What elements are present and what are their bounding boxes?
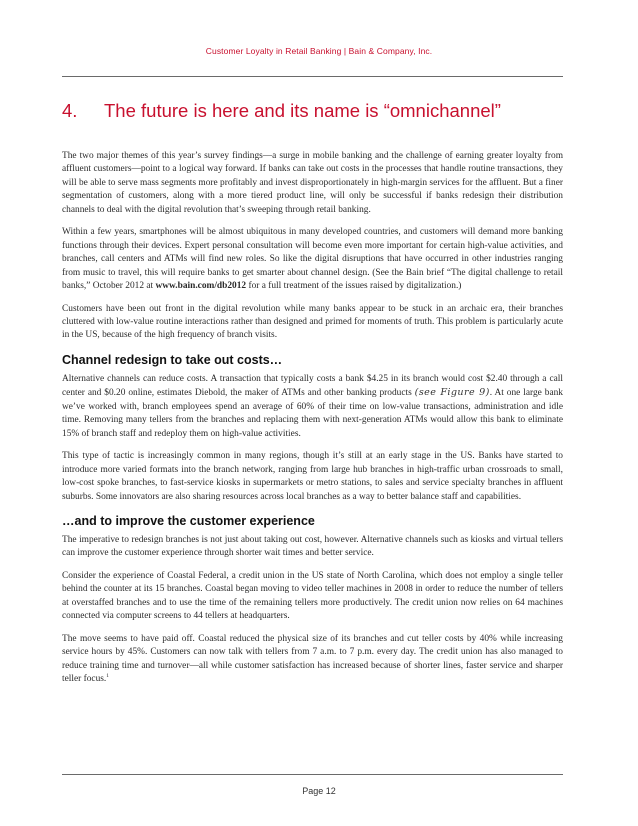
bain-link[interactable]: www.bain.com/db2012 (155, 281, 247, 292)
paragraph-2 (62, 226, 563, 293)
section-number: 4. (62, 100, 78, 121)
footer-divider (62, 774, 563, 775)
paragraph-2-text-a: Within a few years, smartphones will be almost ubiquitous in many developed countries, and customers will demand more banking functions through their devices. Expert personal consultation will become even more important for certain high-value activities, and branches, call centers and ATMs will find new roles. So like the digital disruptions that have occurred in other industries ranging from music to travel, this will require banks to get smarter about channel design. (See the Bain brief “The digital challenge to retail banks,” October 2012 at (62, 227, 563, 292)
subheading-channel-redesign: Channel redesign to take out costs… (62, 352, 283, 367)
paragraph-8-text: The move seems to have paid off. Coastal reduced the physical size of its branches and cut teller costs by 40% while increasing service hours by 45%. Customers can now talk with tellers from 7 a.m. to 7 p.m. every day. The credit union has also managed to reduce training time and turnover—all while customer satisfaction has increased because of shorter lines, faster service and sharper teller focus. (62, 633, 563, 685)
footnote-marker: 1 (106, 672, 110, 679)
body-text (62, 150, 563, 696)
subheading-customer-experience: …and to improve the customer experience (62, 513, 315, 528)
paragraph-4-text-a: Alternative channels can reduce costs. A transaction that typically costs a bank $4.25 in its branch would cost $2.40 through a call center and $0.20 online, estimates Diebold, the maker of ATMs and other banking products (62, 373, 563, 399)
paragraph-4 (62, 373, 563, 441)
figure-reference: (see Figure 9) (414, 387, 490, 399)
section-heading (62, 100, 572, 122)
running-header: Customer Loyalty in Retail Banking | Bain & Company, Inc. (205, 46, 433, 56)
paragraph-4-text-b: . At one large bank we’ve worked with, branch employees spend an average of 60% of their time on low-value transactions, administration and idle time. Removing many tellers from the branches and replacing them with next-generation ATMs would allow this bank to eliminate 15% of branch staff and redeploy them on high-value activities. (62, 388, 563, 439)
paragraph-7: Consider the experience of Coastal Federal, a credit union in the US state of North Carolina, which does not employ a single teller behind the counter at its 15 branches. Coastal began moving to video teller machines in 2008 in order to reduce the number of tellers at overstaffed branches and to use the time of the remaining tellers more productively. The credit union now relies on 64 machines connected via computer screens to 44 tellers at headquarters. (62, 570, 563, 622)
page-number: Page 12 (302, 786, 336, 796)
header-divider (62, 76, 563, 77)
paragraph-6: The imperative to redesign branches is not just about taking out cost, however. Alternative channels such as kiosks and virtual tellers can improve the customer experience through shorter wait times and better service. (62, 534, 563, 559)
paragraph-1: The two major themes of this year’s survey findings—a surge in mobile banking and the challenge of earning greater loyalty from affluent customers—point to a logical way forward. If banks can take out costs in the processes that handle routine transactions, they will be able to serve mass segments more profitably and invest disproportionately in high-margin services for the affluent. But a finer segmentation of customers, along with a more tiered product line, will only be successful if banks redesign their distribution channels to deal with the digital revolution that’s sweeping through retail banking. (62, 151, 563, 215)
section-title-text: The future is here and its name is “omnichannel” (104, 100, 501, 121)
paragraph-2-text-b: for a full treatment of the issues raised by digitalization.) (246, 281, 462, 292)
paragraph-8 (62, 633, 563, 687)
paragraph-5: This type of tactic is increasingly common in many regions, though it’s still at an early stage in the US. Banks have started to introduce more varied formats into the branch network, ranging from large hub branches in high-traffic urban crossroads to small, low-cost spoke branches, to fast-service kiosks in supermarkets or metro stations, to sales and service specialty branches in affluent suburbs. Some innovators are also sharing resources across local branches as a way to better balance staff and capabilities. (62, 451, 563, 502)
paragraph-3: Customers have been out front in the digital revolution while many banks appear to be stuck in an archaic era, their branches cluttered with low-value routine interactions rather than designed and primed for moments of truth. This problem is particularly acute in the US, because of the high frequency of branch visits. (62, 303, 563, 341)
